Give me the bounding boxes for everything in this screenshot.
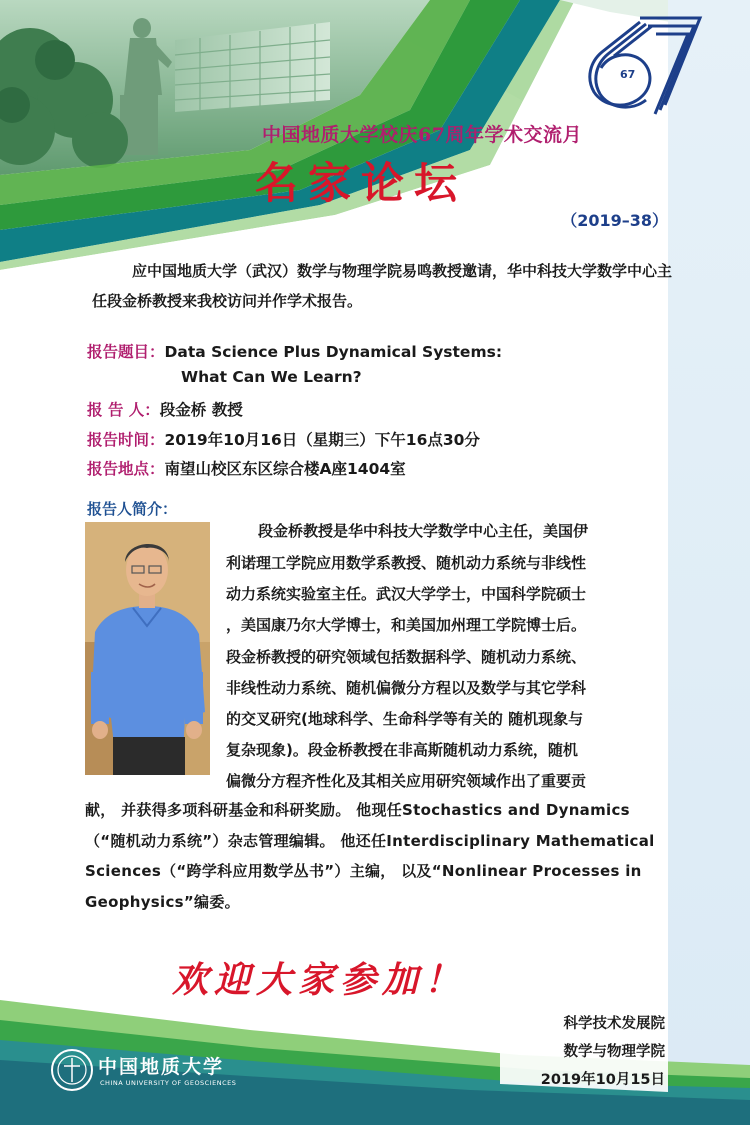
bio-line-7: 的交叉研究(地球科学、生命科学等有关的 随机现象与 xyxy=(226,710,584,728)
bio-line-5: 段金桥教授的研究领域包括数据科学、随机动力系统、 xyxy=(226,648,587,666)
intro-paragraph: 应中国地质大学（武汉）数学与物理学院易鸣教授邀请，华中科技大学数学中心主任段金桥教授来我校访问并作学术报告。 xyxy=(92,262,673,310)
bio-line-6: 非线性动力系统、随机偏微分方程以及数学与其它学科 xyxy=(226,679,587,697)
speaker-row xyxy=(87,398,243,420)
place-label: 报告地点： xyxy=(87,460,165,478)
bio-line-4: ，美国康乃尔大学博士，和美国加州理工学院博士后。 xyxy=(226,616,587,634)
university-name: 中国地质大学 xyxy=(98,1056,225,1078)
time-label: 报告时间： xyxy=(87,431,165,449)
forum-title: 名家论坛 xyxy=(255,159,467,209)
bio-line-1: 段金桥教授是华中科技大学数学中心主任，美国伊 xyxy=(258,522,589,540)
place-row xyxy=(87,457,406,479)
topic-label: 报告题目： xyxy=(87,343,165,361)
university-seal xyxy=(52,1050,92,1090)
topic-line1: Data Science Plus Dynamical Systems: xyxy=(164,343,503,361)
time-row xyxy=(87,428,480,450)
bio-paragraph: 献， 并获得多项科研基金和科研奖励。 他现任Stochastics and Dynamics（“随机动力系统”）杂志管理编辑。 他还任Interdisciplinary Mathematical Sciences（“跨学科应用数学丛书”）主编， 以及“Nonlinear Processes in Geophysics”编委。 xyxy=(85,801,655,911)
bio-line-9: 偏微分方程齐性化及其相关应用研究领域作出了重要贡 xyxy=(226,772,587,790)
organizer-1: 科学技术发展院 xyxy=(563,1016,665,1032)
talk-time: 2019年10月16日（星期三）下午16点30分 xyxy=(164,431,480,449)
bio-heading: 报告人简介： xyxy=(87,500,178,518)
bio-line-3: 动力系统实验室主任。武汉大学学士，中国科学院硕士 xyxy=(226,585,587,603)
event-subtitle: 中国地质大学校庆67周年学术交流月 xyxy=(262,124,582,146)
organizer-2: 数学与物理学院 xyxy=(563,1044,665,1060)
anniversary-67-emblem xyxy=(0,0,750,130)
welcome-banner: 欢迎大家参加！ xyxy=(172,959,467,1001)
issue-number: （2019–38） xyxy=(561,211,668,230)
bio-line-2: 利诺理工学院应用数学系教授、随机动力系统与非线性 xyxy=(226,554,587,572)
bio-line-8: 复杂现象)。段金桥教授在非高斯随机动力系统，随机 xyxy=(226,741,578,759)
university-english-name: CHINA UNIVERSITY OF GEOSCIENCES xyxy=(100,1079,237,1087)
speaker-name: 段金桥 教授 xyxy=(159,401,243,419)
notice-date: 2019年10月15日 xyxy=(540,1072,665,1088)
speaker-label: 报 告 人： xyxy=(87,401,160,419)
svg-text:67: 67 xyxy=(620,68,636,81)
right-blue-strip xyxy=(668,0,750,1125)
speaker-photo xyxy=(85,522,210,775)
topic-line2: What Can We Learn? xyxy=(181,368,362,386)
talk-place: 南望山校区东区综合楼A座1404室 xyxy=(164,460,406,478)
topic-row xyxy=(87,340,502,362)
